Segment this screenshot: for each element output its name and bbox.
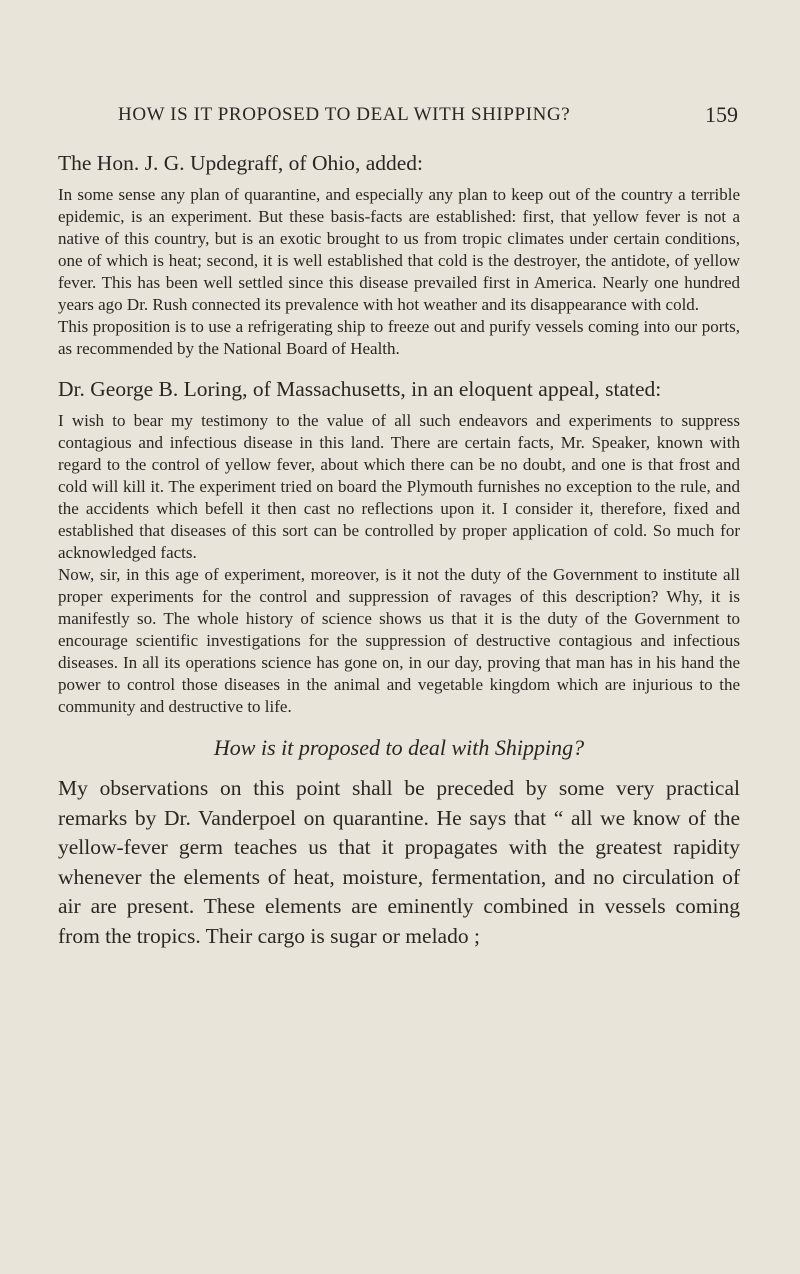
paragraph: My observations on this point shall be preceded by some very practical remarks by Dr. Vanderpoel on quarantine. He says that “ all we know of the yellow-fever germ teaches us that it propagates with the greatest rapidity whenever the elements of heat, moisture, fermentation, and no circulation of air are present. These elements are eminently combined in vessels coming from the tropics. Their cargo is sugar or melado ; (58, 776, 740, 948)
running-head-title: HOW IS IT PROPOSED TO DEAL WITH SHIPPING? (118, 104, 571, 125)
quote-loring (58, 410, 740, 718)
speaker-updegraff: The Hon. J. G. Updegraff, of Ohio, added: (58, 151, 424, 175)
speaker-loring: Dr. George B. Loring, of Massachusetts, in an eloquent appeal, stated: (58, 377, 662, 401)
page-number: 159 (705, 102, 738, 127)
paragraph: Now, sir, in this age of experiment, moreover, is it not the duty of the Government to institute all proper experiments for the control and suppression of ravages of this description? Why, it is manifestly so. The whole history of science shows us that it is the duty of the Government to encourage scientific investigations for the suppression of destructive contagious and infectious diseases. In all its operations science has gone on, in our day, proving that man has in his hand the power to control those diseases in the animal and vegetable kingdom which are injurious to the community and destructive to life. (58, 565, 740, 716)
paragraph: This proposition is to use a refrigerating ship to freeze out and purify vessels coming into our ports, as recommended by the National Board of Health. (58, 317, 740, 358)
paragraph: In some sense any plan of quarantine, and especially any plan to keep out of the country a terrible epidemic, is an experiment. But these basis-facts are established: first, that yellow fever is not a native of this country, but is an exotic brought to us from tropic climates under certain conditions, one of which is heat; second, it is well established that cold is the destroyer, the antidote, of yellow fever. This has been well settled since this disease prevailed first in America. Nearly one hundred years ago Dr. Rush connected its prevalence with hot weather and its disappearance with cold. (58, 185, 740, 314)
paragraph: I wish to bear my testimony to the value of all such endeavors and experiments to suppress contagious and infectious disease in this land. There are certain facts, Mr. Speaker, known with regard to the control of yellow fever, about which there can be no doubt, and one is that frost and cold will kill it. The experiment tried on board the Plymouth furnishes no exception to the rule, and the accidents which befell it then cast no reflections upon it. I consider it, therefore, fixed and established that diseases of this sort can be controlled by proper application of cold. So much for acknowledged facts. (58, 411, 740, 562)
running-head (118, 104, 738, 134)
page-content (58, 148, 740, 951)
section-heading: How is it proposed to deal with Shipping? (213, 735, 585, 760)
quote-updegraff (58, 184, 740, 360)
